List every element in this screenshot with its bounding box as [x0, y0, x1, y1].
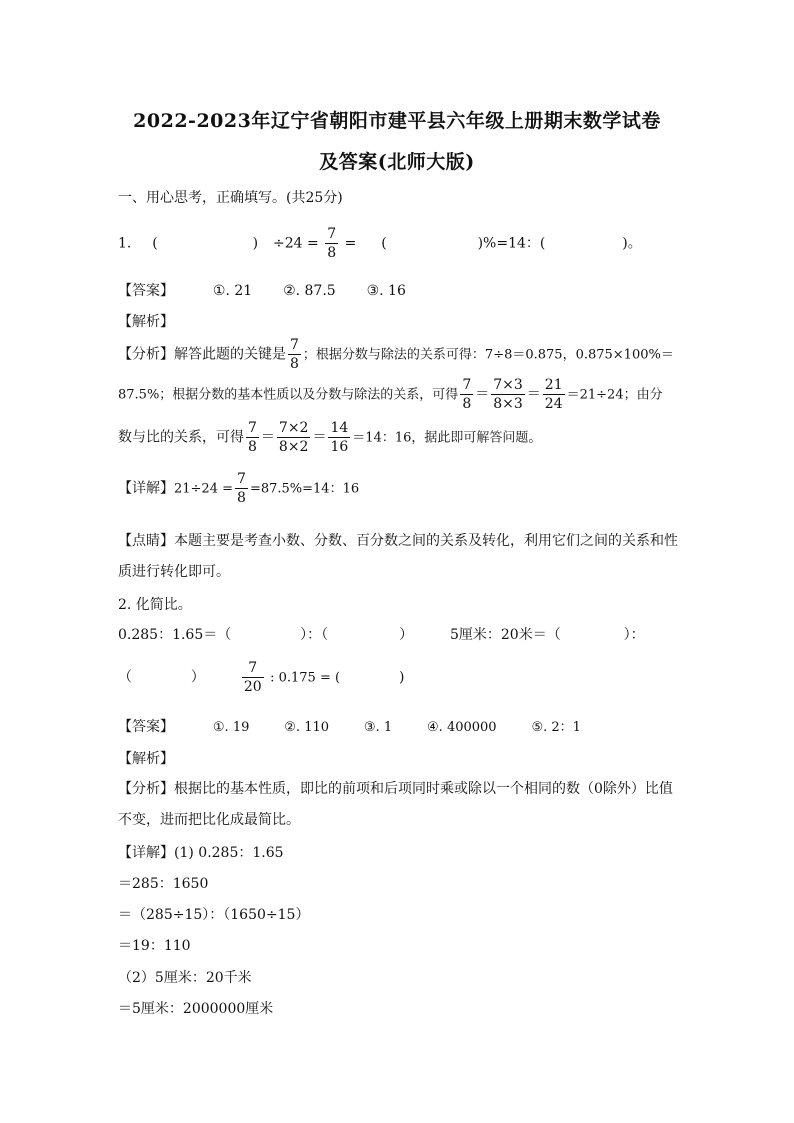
text: ＝14：16，据此即可解答问题。: [352, 430, 542, 446]
answer-label: 【答案】: [118, 283, 174, 299]
question-1: [118, 226, 642, 261]
equals: ＝: [475, 386, 490, 403]
equals: ＝: [260, 429, 275, 446]
denominator: 8: [248, 439, 257, 456]
fenxi-label: 【分析】: [118, 346, 174, 363]
text: ；根据分数与除法的关系可得：7÷8＝0.875，0.875×100%＝: [302, 347, 674, 363]
xiangjie-label: 【详解】: [118, 845, 174, 861]
answer-row-2: [118, 716, 581, 736]
denominator: 20: [243, 679, 262, 696]
answer-row-1: [118, 280, 406, 300]
percent-ratio: )%=14：(: [477, 235, 546, 252]
question-2-line-1: [118, 624, 645, 644]
answer-label: 【答案】: [118, 719, 174, 735]
question-end: )。: [622, 235, 642, 252]
detail-step: ＝285：1650: [118, 876, 209, 892]
text: 87.5%；根据分数的基本性质以及分数与除法的关系，可得: [118, 387, 459, 403]
answer-item: ④. 400000: [427, 720, 497, 735]
fenxi-label: 【分析】: [118, 781, 174, 797]
numerator: 7: [246, 420, 259, 438]
detail-line: [118, 471, 359, 506]
question-2: 2. 化简比。: [118, 597, 192, 613]
answer-item: ③. 16: [366, 283, 406, 299]
text: 根据比的基本性质，即比的前项和后项同时乘或除以一个相同的数（0除外）比值: [174, 781, 673, 797]
fraction: [277, 420, 311, 455]
text: 21÷24 =: [174, 481, 234, 497]
fraction: [328, 420, 350, 455]
text: ）：: [623, 627, 645, 643]
text: : 0.175 = (: [270, 670, 341, 686]
detail-step: ＝（285÷15）：（1650÷15）: [118, 907, 310, 923]
fraction: [288, 337, 301, 372]
detail-2-line-1: [118, 842, 284, 862]
fraction: [246, 420, 259, 455]
answer-item: ①. 19: [212, 720, 250, 735]
divide-24: ÷24 =: [273, 235, 319, 252]
question-number: 1.: [118, 235, 132, 252]
denominator: 8×2: [278, 439, 309, 456]
denominator: 8: [327, 245, 337, 262]
comment-line-2: 质进行转化即可。: [118, 564, 230, 580]
text: ）: [399, 627, 414, 643]
text: =87.5%=14：16: [249, 481, 360, 497]
paren-open: (: [152, 235, 158, 252]
text: ): [398, 669, 405, 686]
fraction: [491, 377, 525, 412]
denominator: 8: [290, 356, 299, 373]
document-title-line2: 及答案(北师大版): [319, 151, 475, 173]
text: 数与比的关系，可得: [118, 429, 244, 446]
fraction: [460, 377, 473, 412]
numerator: 7: [460, 377, 473, 395]
numerator: 21: [543, 377, 565, 395]
paren-close: ): [252, 235, 259, 252]
fraction: [543, 377, 565, 412]
numerator: 7: [242, 660, 264, 678]
analysis-label-2: 【解析】: [118, 751, 174, 767]
fraction-7-20: [242, 660, 264, 695]
text: ＝21÷24；由分: [566, 387, 663, 403]
equals: =: [344, 235, 357, 252]
answer-item: ⑤. 2：1: [531, 720, 581, 735]
detail-step: ＝5厘米：2000000厘米: [118, 1001, 274, 1017]
numerator: 7: [325, 226, 338, 244]
fraction: [235, 471, 248, 506]
paren-open: (: [381, 235, 387, 252]
numerator: 7: [235, 471, 248, 489]
text: （: [118, 669, 132, 686]
fraction-7-8: [325, 226, 338, 261]
detail-step: （2）5厘米：20千米: [118, 970, 252, 986]
xiangjie-label: 【详解】: [118, 480, 174, 497]
denominator: 8×3: [493, 396, 523, 413]
equals: ＝: [312, 429, 327, 446]
analysis-line-2: [118, 377, 663, 412]
analysis-line-3: [118, 420, 541, 455]
text: 5厘米：20米＝（: [449, 627, 561, 643]
question-2-line-2: [118, 660, 404, 695]
equals: ＝: [526, 386, 541, 403]
document-title-line1: 2022-2023年辽宁省朝阳市建平县六年级上册期末数学试卷: [133, 110, 661, 132]
answer-item: ①. 21: [212, 283, 253, 299]
text: 0.285：1.65＝（: [118, 627, 232, 643]
text: 本题主要是考查小数、分数、百分数之间的关系及转化，利用它们之间的关系和性: [174, 533, 678, 549]
analysis-line-1: [118, 337, 674, 372]
numerator: 7×2: [277, 420, 311, 438]
text: ）：（: [300, 627, 329, 643]
section-heading: 一、用心思考，正确填写。(共25分): [118, 190, 343, 206]
text: 解答此题的关键是: [174, 346, 286, 363]
analysis-label: 【解析】: [118, 314, 174, 330]
answer-item: ③. 1: [363, 720, 393, 735]
numerator: 7×3: [491, 377, 525, 395]
denominator: 24: [544, 396, 563, 413]
denominator: 8: [462, 396, 472, 413]
answer-item: ②. 110: [284, 720, 330, 735]
detail-step: ＝19：110: [118, 938, 191, 954]
dianjing-label: 【点睛】: [118, 533, 174, 549]
comment-line-1: [118, 530, 678, 550]
denominator: 8: [237, 490, 246, 507]
analysis-2-line-2: 不变，进而把比化成最简比。: [118, 812, 300, 828]
numerator: 7: [288, 337, 301, 355]
numerator: 14: [328, 420, 350, 438]
denominator: 16: [330, 439, 349, 456]
step: (1) 0.285：1.65: [174, 845, 284, 861]
text: ）: [190, 669, 205, 686]
answer-item: ②. 87.5: [283, 283, 336, 299]
analysis-2-line-1: [118, 778, 673, 798]
